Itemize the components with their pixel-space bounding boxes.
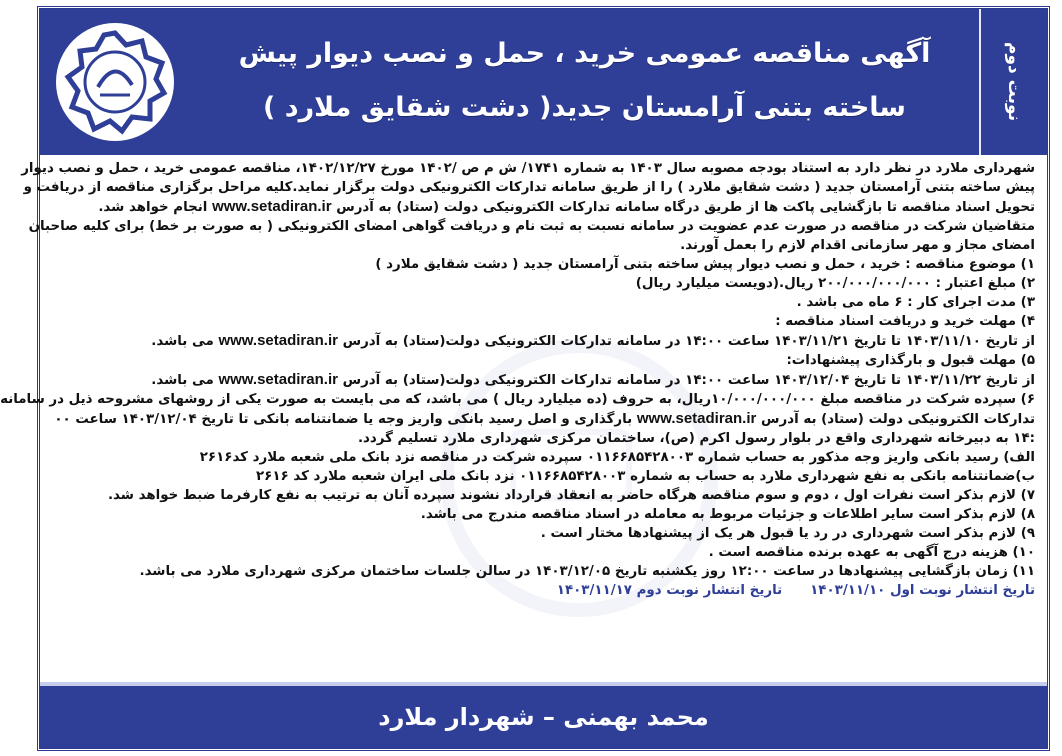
body-line [50,409,1035,429]
body-line: پیش ساخته بتنی آرامستان جدید ( دشت شقایق ملارد ) را از طریق سامانه تدارکات الکترونیکی دولت برگزار نماید.کلیه مراحل برگزاری مناقصه از دریافت و [23,180,1035,195]
municipality-logo [56,23,174,141]
item-bank-receipt: الف) رسید بانکی واریز وجه مذکور به حساب شماره ۰۱۱۶۶۸۵۴۲۸۰۰۳ سپرده شرکت در مناقصه نزد بانک ملی شعبه ملارد کد۲۶۱۶ [199,450,1035,465]
body-line: شهرداری ملارد در نظر دارد به استناد بودجه مصوبه سال ۱۴۰۳ به شماره ۱۷۴۱/ ش م ص /۱۴۰۲ مورخ ۱۴۰۲/۱۲/۲۷، مناقصه عمومی خرید ، حمل و نصب دیوار [21,161,1035,176]
signature: محمد بهمنی – شهردار ملارد [378,703,709,731]
item-purchase-deadline: ۴) مهلت خرید و دریافت اسناد مناقصه : [775,314,1035,329]
item-note-8: ۸) لازم بذکر است سایر اطلاعات و جزئیات مربوط به معامله در اسناد مناقصه مندرج می باشد. [420,507,1035,522]
title-line-2: ساخته بتنی آرامستان جدید( دشت شقایق ملارد ) [263,92,906,123]
publication-date-first: تاریخ انتشار نوبت اول ۱۴۰۳/۱۱/۱۰ [810,583,1035,598]
advertisement-frame [0,6,1050,751]
setad-url-link[interactable]: www.setadiran.ir [218,371,338,388]
publication-date-second: تاریخ انتشار نوبت دوم ۱۴۰۳/۱۱/۱۷ [556,583,783,598]
setad-url-link[interactable]: www.setadiran.ir [218,332,338,349]
item-note-9: ۹) لازم بذکر است شهرداری در رد یا قبول هر یک از پیشنهادها مختار است . [540,526,1035,541]
item-bank-guarantee: ب)ضمانتنامه بانکی به نفع شهرداری ملارد به حساب به شماره ۰۱۱۶۶۸۵۴۲۸۰۰۳ نزد بانک ملی ایران شعبه ملارد کد ۲۶۱۶ [255,469,1035,484]
publication-dates [50,581,1035,600]
item-opening-time: ۱۱) زمان بازگشایی پیشنهادها در ساعت ۱۲:۰۰ روز یکشنبه تاریخ ۱۴۰۳/۱۲/۰۵ در سالن جلسات ساختمان مرکزی شهرداری ملارد می باشد. [139,564,1035,579]
body-text: تدارکات الکترونیکی دولت (ستاد) به آدرس [761,412,1035,427]
body-text: بارگذاری و اصل رسید بانکی واریز وجه یا ضمانتنامه بانکی تا تاریخ ۱۴۰۳/۱۲/۰۴ ساعت ۰۰ [54,412,633,427]
body-text: می باشد. [151,334,214,349]
body-line: :۱۴ به دبیرخانه شهرداری واقع در بلوار رسول اکرم (ص)، ساختمان مرکزی شهرداری ملارد تسلیم گردد. [357,431,1035,446]
footer-band [40,682,1047,748]
announcement-body [0,159,1035,600]
body-text: می باشد. [151,373,214,388]
body-line [50,197,1035,217]
item-note-10: ۱۰) هزینه درج آگهی به عهده برنده مناقصه است . [708,545,1035,560]
body-line [50,331,1035,351]
body-text: تحویل اسناد مناقصه تا بازگشایی پاکت ها از طریق درگاه سامانه تدارکات الکترونیکی دولت (ستاد) به آدرس [336,200,1035,215]
setad-url-link[interactable]: www.setadiran.ir [636,410,757,427]
item-submission-deadline: ۵) مهلت قبول و بارگذاری پیشنهادات: [786,353,1035,368]
body-line [50,370,1035,390]
body-text: انجام خواهد شد. [98,200,208,215]
item-credit-amount: ۲) مبلغ اعتبار : ۲۰۰/۰۰۰/۰۰۰/۰۰۰ ریال.(دویست میلیارد ریال) [635,276,1035,291]
item-duration: ۳) مدت اجرای کار : ۶ ماه می باشد . [796,295,1035,310]
setad-url-link[interactable]: www.setadiran.ir [212,198,332,215]
logo-seal-icon [60,27,170,137]
title-area [192,15,977,147]
item-note-7: ۷) لازم بذکر است نفرات اول ، دوم و سوم مناقصه هرگاه حاضر به انعقاد قرارداد نشوند سپرده آنان به ترتیب به نفع کارفرما ضبط خواهد شد. [107,488,1035,503]
body-line: متقاضیان شرکت در مناقصه در صورت عدم عضویت در سامانه نسبت به ثبت نام و دریافت گواهی امضای الکترونیکی ( به صورت بر خط) برای کلیه صاحبان [28,219,1035,234]
item-subject: ۱) موضوع مناقصه : خرید ، حمل و نصب دیوار پیش ساخته بتنی آرامستان جدید ( دشت شقایق ملارد ) [375,257,1035,272]
item-deposit: ۶) سپرده شرکت در مناقصه مبلغ ۱۰/۰۰۰/۰۰۰/۰۰۰ریال، به حروف (ده میلیارد ریال ) می باشد، که می بایست به صورت یکی از روشهای مشروحه ذیل در سامانه [0,392,1035,407]
body-line: امضای مجاز و مهر سازمانی اقدام لازم را بعمل آورند. [680,238,1035,253]
body-text: از تاریخ ۱۴۰۳/۱۱/۱۰ تا تاریخ ۱۴۰۳/۱۱/۲۱ ساعت ۱۴:۰۰ در سامانه تدارکات الکترونیکی دولت(ستاد) به آدرس [342,334,1035,349]
round-badge-label: نوبت دوم [1004,42,1024,122]
body-text: از تاریخ ۱۴۰۳/۱۱/۲۲ تا تاریخ ۱۴۰۳/۱۲/۰۴ ساعت ۱۴:۰۰ در سامانه تدارکات الکترونیکی دولت(ستاد) به آدرس [342,373,1035,388]
title-line-1: آگهی مناقصه عمومی خرید ، حمل و نصب دیوار پیش [238,38,931,69]
round-badge [979,9,1047,155]
header-band [40,9,1047,155]
logo-area [40,9,190,155]
